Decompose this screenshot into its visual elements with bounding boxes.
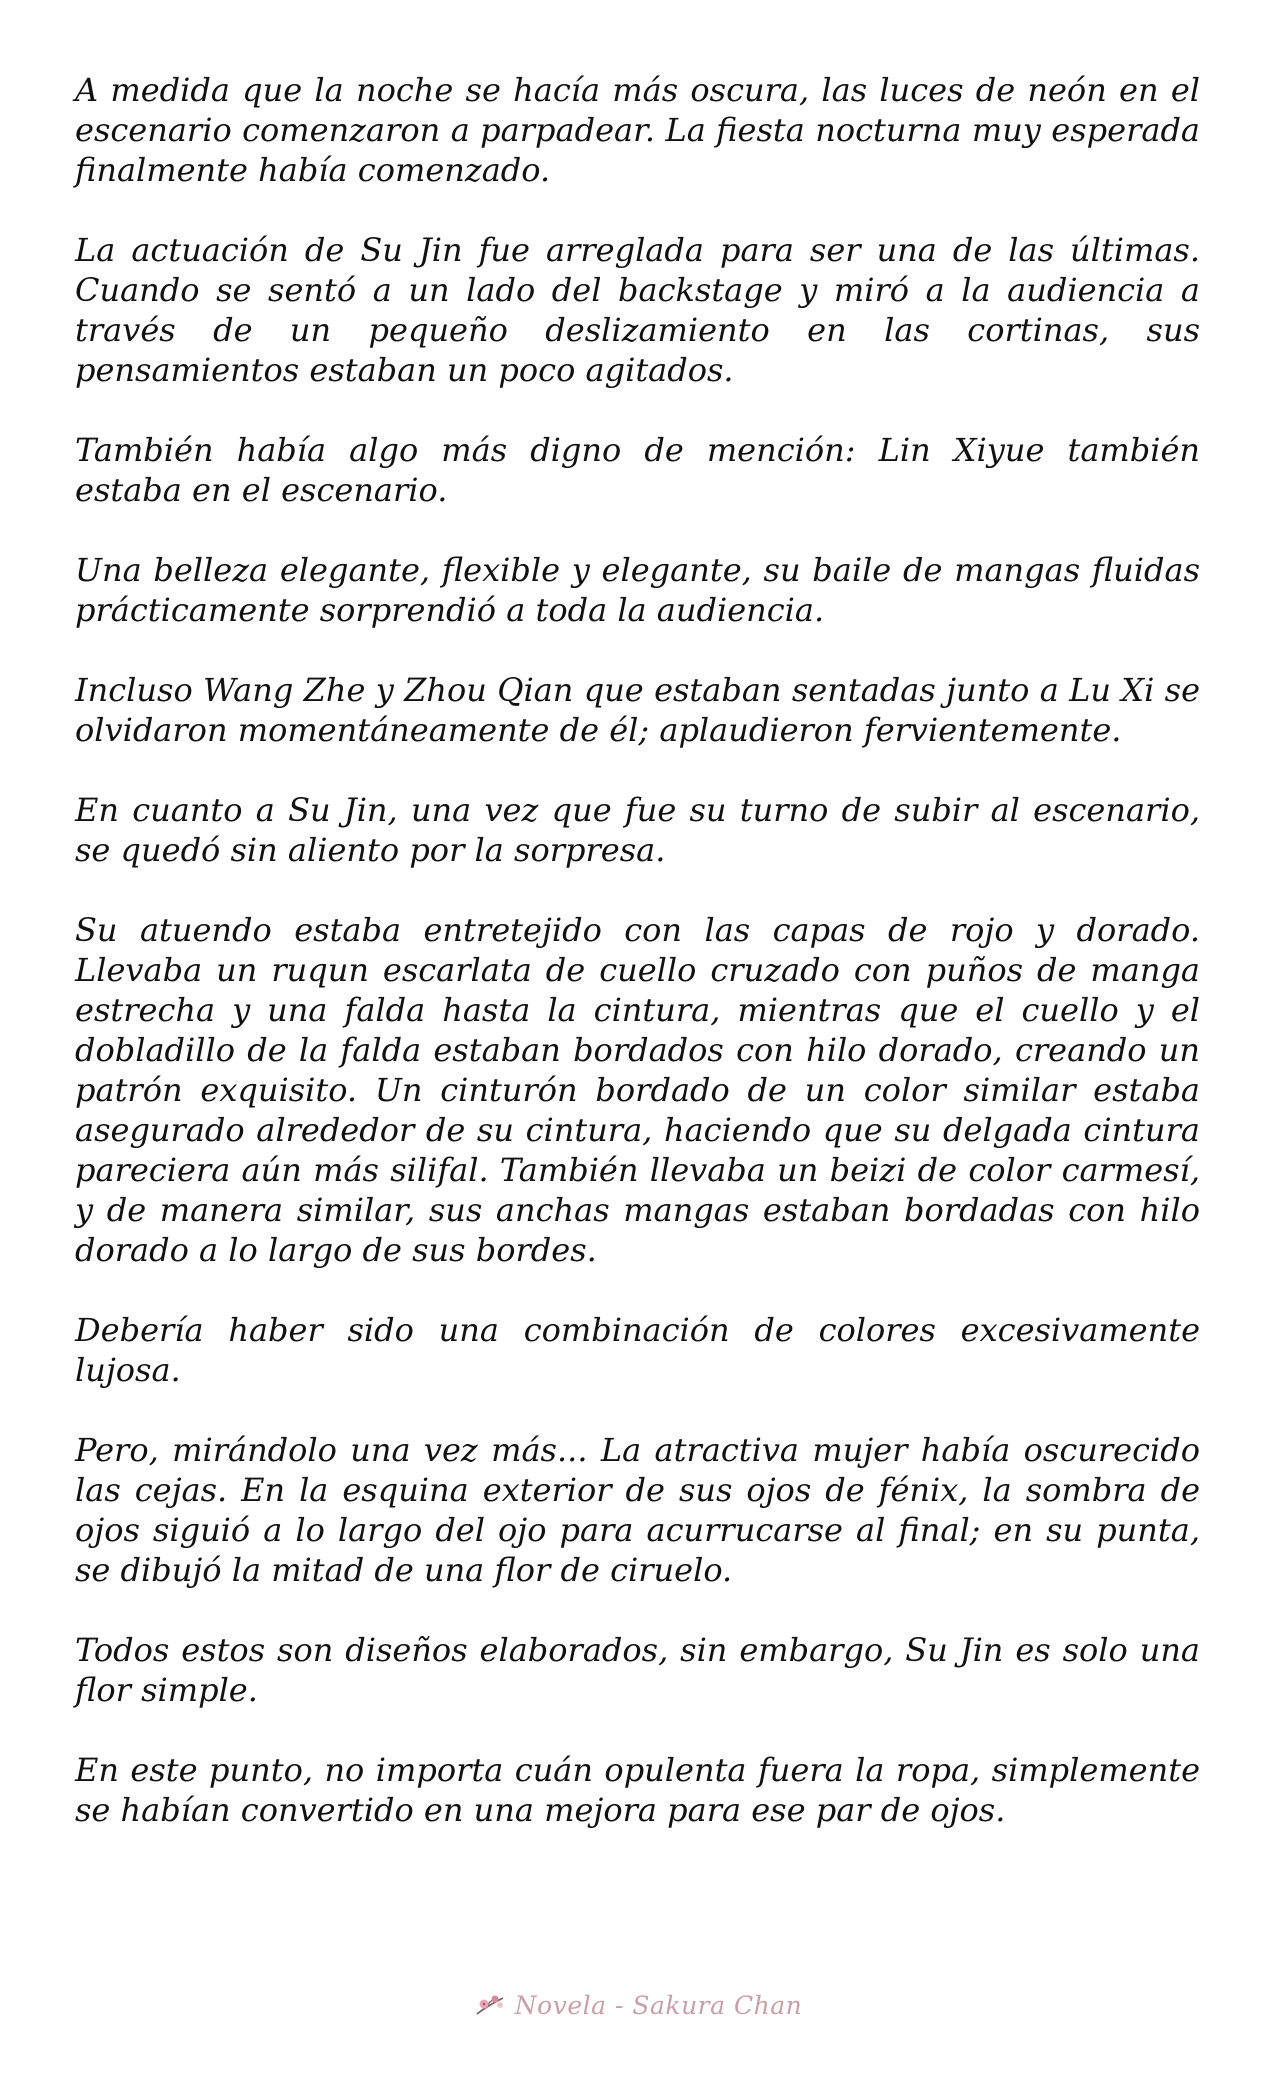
- paragraph-3: También había algo más digno de mención: Lin Xiyue también estaba en el escenario.: [75, 431, 1200, 509]
- paragraph-11: En este punto, no importa cuán opulenta fuera la ropa, simplemente se habían convertido en una mejora para ese par de ojos.: [75, 1751, 1200, 1829]
- sakura-flower-icon: [473, 1990, 507, 2020]
- footer-watermark: [0, 1990, 1275, 2025]
- paragraph-1: A medida que la noche se hacía más oscura, las luces de neón en el escenario comenzaron a parpadear. La fiesta nocturna muy esperada finalmente había comenzado.: [75, 71, 1200, 189]
- paragraph-7: Su atuendo estaba entretejido con las capas de rojo y dorado. Llevaba un ruqun escarlata de cuello cruzado con puños de manga estrecha y una falda hasta la cintura, mientras que el cuello y el dobladillo de la falda estaban bordados con hilo dorado, creando un patrón exquisito. Un cinturón bordado de un color similar estaba asegurado alrededor de su cintura, haciendo que su delgada cintura pareciera aún más silifal. También llevaba un beizi de color carmesí, y de manera similar, sus anchas mangas estaban bordadas con hilo dorado a lo largo de sus bordes.: [75, 911, 1200, 1269]
- paragraph-2: La actuación de Su Jin fue arreglada para ser una de las últimas. Cuando se sentó a un lado del backstage y miró a la audiencia a través de un pequeño deslizamiento en las cortinas, sus pensamientos estaban un poco agitados.: [75, 231, 1200, 389]
- watermark-group: [473, 1990, 802, 2020]
- paragraph-4: Una belleza elegante, flexible y elegante, su baile de mangas fluidas prácticamente sorprendió a toda la audiencia.: [75, 551, 1200, 629]
- paragraph-9: Pero, mirándolo una vez más... La atractiva mujer había oscurecido las cejas. En la esquina exterior de sus ojos de fénix, la sombra de ojos siguió a lo largo del ojo para acurrucarse al final; en su punta, se dibujó la mitad de una flor de ciruelo.: [75, 1431, 1200, 1589]
- document-body: [75, 70, 1200, 1870]
- paragraph-5: Incluso Wang Zhe y Zhou Qian que estaban sentadas junto a Lu Xi se olvidaron momentáneamente de él; aplaudieron fervientemente.: [75, 671, 1200, 749]
- watermark-text: Novela - Sakura Chan: [514, 1990, 803, 2020]
- paragraph-10: Todos estos son diseños elaborados, sin embargo, Su Jin es solo una flor simple.: [75, 1631, 1200, 1709]
- paragraph-8: Debería haber sido una combinación de colores excesivamente lujosa.: [75, 1311, 1200, 1389]
- paragraph-6: En cuanto a Su Jin, una vez que fue su turno de subir al escenario, se quedó sin aliento por la sorpresa.: [75, 791, 1200, 869]
